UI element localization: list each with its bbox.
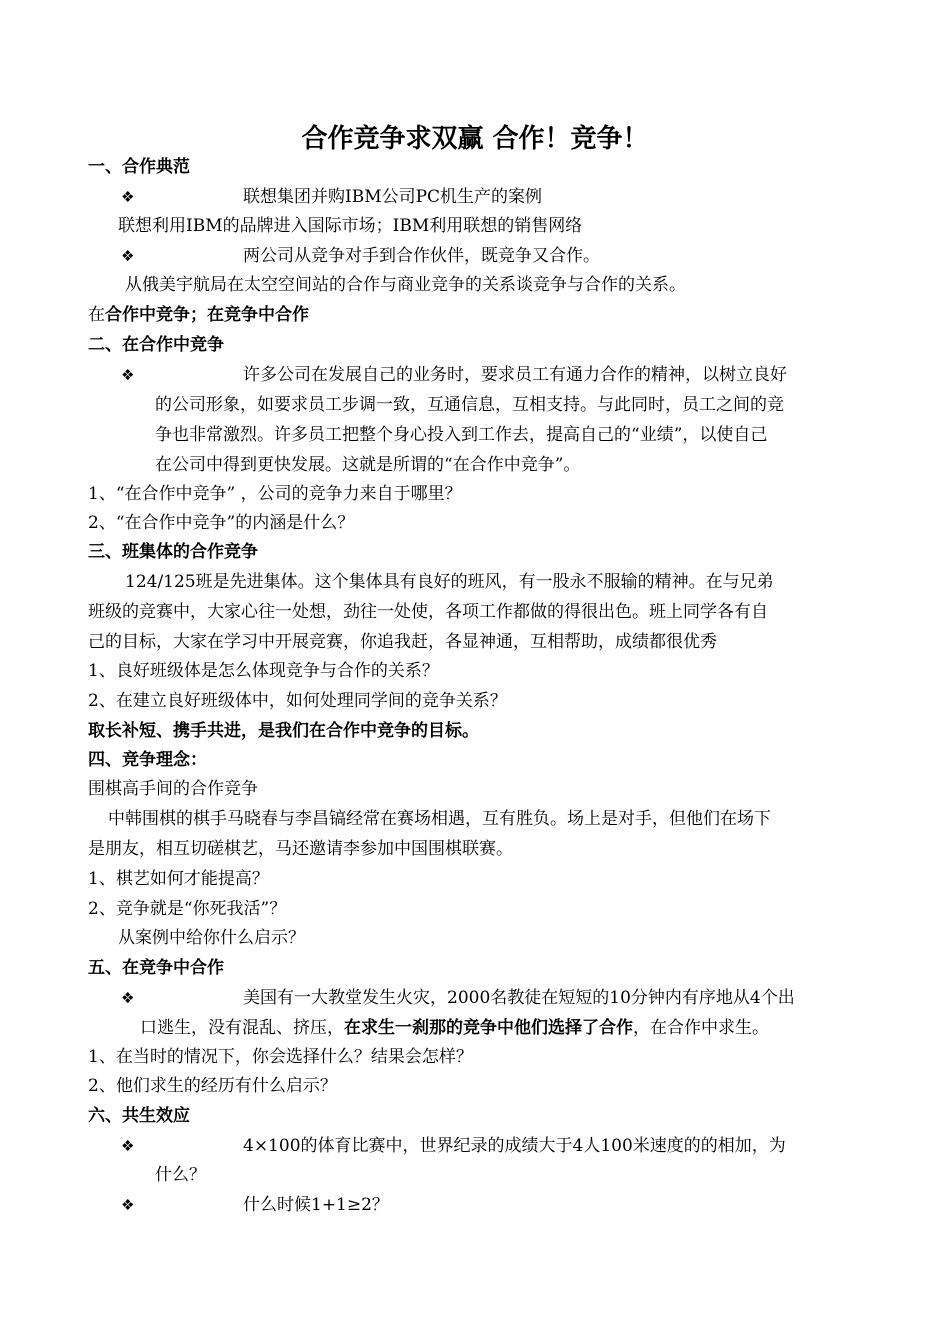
bold-text: 合作中竞争；在竞争中合作	[105, 305, 309, 325]
section-heading-1: 一、合作典范	[88, 157, 190, 177]
paragraph: 从俄美宇航局在太空空间站的合作与商业竞争的关系谈竞争与合作的关系。	[125, 275, 686, 295]
bullet-text: 什么？	[155, 1165, 206, 1185]
conclusion: 取长补短、携手共进，是我们在合作中竞争的目标。	[88, 721, 479, 741]
bullet-text: 联想集团并购IBM公司PC机生产的案例	[243, 187, 543, 207]
question: 2、他们求生的经历有什么启示？	[88, 1076, 337, 1096]
bullet-icon: ❖	[121, 1137, 135, 1155]
bullet-text: 美国有一大教堂发生火灾，2000名教徒在短短的10分钟内有序地从4个出	[243, 988, 795, 1008]
question: 1、“在合作中竞争” ，公司的竞争力来自于哪里？	[88, 484, 462, 504]
text-run: ，在合作中求生。	[633, 1018, 769, 1038]
bullet-icon: ❖	[121, 366, 135, 384]
question: 1、良好班级体是怎么体现竞争与合作的关系？	[88, 661, 439, 681]
bullet-text: 争也非常激烈。许多员工把整个身心投入到工作去，提高自己的“业绩”，以使自己	[155, 425, 768, 445]
bullet-text: 什么时候1+1≥2？	[243, 1195, 389, 1215]
bullet-icon: ❖	[121, 1196, 135, 1214]
paragraph	[88, 300, 309, 330]
bullet-icon: ❖	[121, 188, 135, 206]
bullet-icon: ❖	[121, 989, 135, 1007]
paragraph: 124/125班是先进集体。这个集体具有良好的班风，有一股永不服输的精神。在与兄弟	[125, 572, 774, 592]
section-heading-4: 四、竞争理念：	[88, 750, 207, 770]
section-heading-6: 六、共生效应	[88, 1106, 190, 1126]
paragraph: 班级的竞赛中，大家心往一处想，劲往一处使，各项工作都做的得很出色。班上同学各有自	[88, 602, 768, 622]
text-run: 在	[88, 305, 105, 325]
paragraph: 是朋友，相互切磋棋艺，马还邀请李参加中国围棋联赛。	[88, 839, 513, 859]
bullet-text: 两公司从竞争对手到合作伙伴，既竞争又合作。	[243, 246, 600, 266]
bullet-text: 4×100的体育比赛中，世界纪录的成绩大于4人100米速度的的相加，为	[243, 1136, 786, 1156]
bullet-text: 的公司形象，如要求员工步调一致，互通信息，互相支持。与此同时，员工之间的竞	[155, 395, 784, 415]
question: 从案例中给你什么启示？	[118, 928, 305, 948]
question: 2、竞争就是“你死我活”？	[88, 899, 287, 919]
section-heading-3: 三、班集体的合作竞争	[88, 542, 258, 562]
paragraph: 联想利用IBM的品牌进入国际市场；IBM利用联想的销售网络	[118, 216, 583, 236]
question: 2、在建立良好班级体中，如何处理同学间的竞争关系？	[88, 691, 507, 711]
paragraph: 中韩围棋的棋手马晓春与李昌镐经常在赛场相遇，互有胜负。场上是对手，但他们在场下	[108, 809, 771, 829]
question: 1、在当时的情况下，你会选择什么？结果会怎样？	[88, 1047, 473, 1067]
bullet-text	[140, 1013, 769, 1043]
bullet-text: 许多公司在发展自己的业务时，要求员工有通力合作的精神，以树立良好	[243, 365, 787, 385]
question: 1、棋艺如何才能提高？	[88, 869, 269, 889]
text-run: 口逃生，没有混乱、挤压，	[140, 1018, 344, 1038]
section-heading-5: 五、在竞争中合作	[88, 958, 224, 978]
document-title: 合作竞争求双赢 合作！竞争！	[301, 124, 649, 154]
paragraph: 己的目标，大家在学习中开展竞赛，你追我赶，各显神通，互相帮助，成绩都很优秀	[88, 632, 717, 652]
question: 2、“在合作中竞争”的内涵是什么？	[88, 513, 355, 533]
bold-text: 在求生一刹那的竞争中他们选择了合作	[344, 1018, 633, 1038]
bullet-text: 在公司中得到更快发展。这就是所谓的“在合作中竞争”。	[155, 455, 581, 475]
subheading: 围棋高手间的合作竞争	[88, 779, 258, 799]
section-heading-2: 二、在合作中竞争	[88, 335, 224, 355]
bullet-icon: ❖	[121, 247, 135, 265]
